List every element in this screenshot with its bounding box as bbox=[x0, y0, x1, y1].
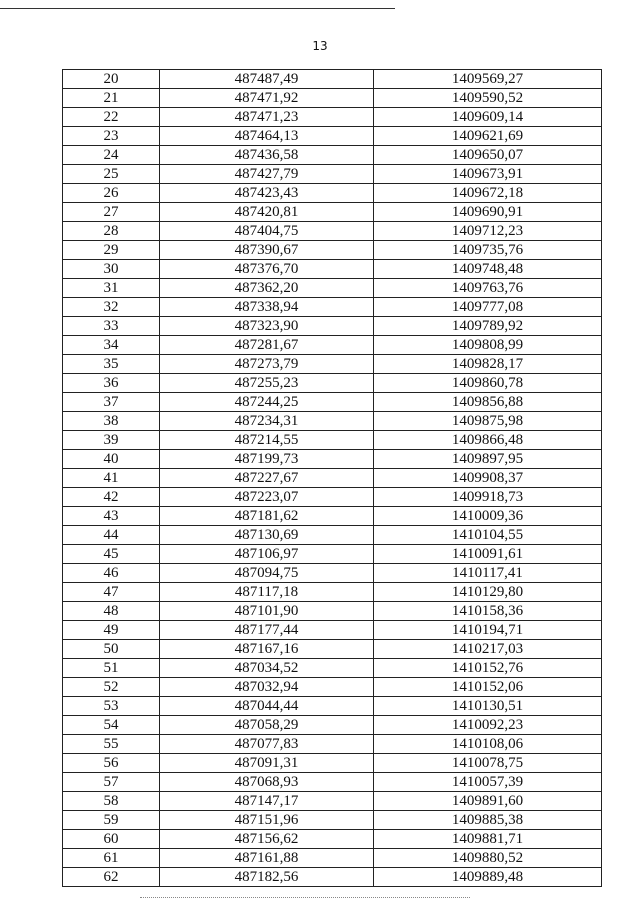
point-number-cell: 45 bbox=[63, 545, 160, 564]
table-row bbox=[63, 526, 602, 545]
y-coordinate-cell: 1410217,03 bbox=[374, 640, 602, 659]
bottom-rule bbox=[140, 897, 470, 898]
y-coordinate-cell: 1410158,36 bbox=[374, 602, 602, 621]
table-row bbox=[63, 678, 602, 697]
table-row bbox=[63, 89, 602, 108]
y-coordinate-cell: 1409712,23 bbox=[374, 222, 602, 241]
point-number-cell: 35 bbox=[63, 355, 160, 374]
y-coordinate-cell: 1409672,18 bbox=[374, 184, 602, 203]
y-coordinate-cell: 1410104,55 bbox=[374, 526, 602, 545]
y-coordinate-cell: 1410009,36 bbox=[374, 507, 602, 526]
y-coordinate-cell: 1410057,39 bbox=[374, 773, 602, 792]
table-row bbox=[63, 830, 602, 849]
coordinates-table-body bbox=[63, 70, 602, 887]
table-row bbox=[63, 621, 602, 640]
point-number-cell: 29 bbox=[63, 241, 160, 260]
y-coordinate-cell: 1409690,91 bbox=[374, 203, 602, 222]
y-coordinate-cell: 1410092,23 bbox=[374, 716, 602, 735]
y-coordinate-cell: 1409808,99 bbox=[374, 336, 602, 355]
table-row bbox=[63, 868, 602, 887]
x-coordinate-cell: 487423,43 bbox=[160, 184, 374, 203]
x-coordinate-cell: 487464,13 bbox=[160, 127, 374, 146]
point-number-cell: 33 bbox=[63, 317, 160, 336]
x-coordinate-cell: 487044,44 bbox=[160, 697, 374, 716]
y-coordinate-cell: 1409735,76 bbox=[374, 241, 602, 260]
x-coordinate-cell: 487034,52 bbox=[160, 659, 374, 678]
table-row bbox=[63, 488, 602, 507]
point-number-cell: 57 bbox=[63, 773, 160, 792]
x-coordinate-cell: 487338,94 bbox=[160, 298, 374, 317]
x-coordinate-cell: 487404,75 bbox=[160, 222, 374, 241]
x-coordinate-cell: 487376,70 bbox=[160, 260, 374, 279]
point-number-cell: 51 bbox=[63, 659, 160, 678]
x-coordinate-cell: 487177,44 bbox=[160, 621, 374, 640]
y-coordinate-cell: 1409856,88 bbox=[374, 393, 602, 412]
x-coordinate-cell: 487182,56 bbox=[160, 868, 374, 887]
point-number-cell: 34 bbox=[63, 336, 160, 355]
point-number-cell: 40 bbox=[63, 450, 160, 469]
point-number-cell: 60 bbox=[63, 830, 160, 849]
x-coordinate-cell: 487390,67 bbox=[160, 241, 374, 260]
x-coordinate-cell: 487161,88 bbox=[160, 849, 374, 868]
table-row bbox=[63, 773, 602, 792]
x-coordinate-cell: 487214,55 bbox=[160, 431, 374, 450]
x-coordinate-cell: 487068,93 bbox=[160, 773, 374, 792]
point-number-cell: 36 bbox=[63, 374, 160, 393]
table-row bbox=[63, 70, 602, 89]
table-row bbox=[63, 469, 602, 488]
table-row bbox=[63, 146, 602, 165]
point-number-cell: 46 bbox=[63, 564, 160, 583]
y-coordinate-cell: 1409891,60 bbox=[374, 792, 602, 811]
table-row bbox=[63, 260, 602, 279]
point-number-cell: 62 bbox=[63, 868, 160, 887]
y-coordinate-cell: 1409569,27 bbox=[374, 70, 602, 89]
point-number-cell: 38 bbox=[63, 412, 160, 431]
x-coordinate-cell: 487223,07 bbox=[160, 488, 374, 507]
table-row bbox=[63, 108, 602, 127]
y-coordinate-cell: 1410108,06 bbox=[374, 735, 602, 754]
y-coordinate-cell: 1409621,69 bbox=[374, 127, 602, 146]
x-coordinate-cell: 487362,20 bbox=[160, 279, 374, 298]
point-number-cell: 54 bbox=[63, 716, 160, 735]
point-number-cell: 44 bbox=[63, 526, 160, 545]
table-row bbox=[63, 564, 602, 583]
x-coordinate-cell: 487167,16 bbox=[160, 640, 374, 659]
table-row bbox=[63, 317, 602, 336]
table-row bbox=[63, 127, 602, 146]
x-coordinate-cell: 487323,90 bbox=[160, 317, 374, 336]
point-number-cell: 24 bbox=[63, 146, 160, 165]
x-coordinate-cell: 487487,49 bbox=[160, 70, 374, 89]
table-row bbox=[63, 811, 602, 830]
point-number-cell: 42 bbox=[63, 488, 160, 507]
y-coordinate-cell: 1410130,51 bbox=[374, 697, 602, 716]
table-row bbox=[63, 241, 602, 260]
table-row bbox=[63, 355, 602, 374]
table-row bbox=[63, 792, 602, 811]
table-row bbox=[63, 165, 602, 184]
point-number-cell: 52 bbox=[63, 678, 160, 697]
y-coordinate-cell: 1410129,80 bbox=[374, 583, 602, 602]
point-number-cell: 41 bbox=[63, 469, 160, 488]
y-coordinate-cell: 1410117,41 bbox=[374, 564, 602, 583]
y-coordinate-cell: 1409881,71 bbox=[374, 830, 602, 849]
y-coordinate-cell: 1409866,48 bbox=[374, 431, 602, 450]
point-number-cell: 47 bbox=[63, 583, 160, 602]
y-coordinate-cell: 1409885,38 bbox=[374, 811, 602, 830]
top-rule bbox=[0, 8, 395, 9]
point-number-cell: 23 bbox=[63, 127, 160, 146]
x-coordinate-cell: 487244,25 bbox=[160, 393, 374, 412]
x-coordinate-cell: 487156,62 bbox=[160, 830, 374, 849]
y-coordinate-cell: 1409748,48 bbox=[374, 260, 602, 279]
y-coordinate-cell: 1410152,76 bbox=[374, 659, 602, 678]
x-coordinate-cell: 487130,69 bbox=[160, 526, 374, 545]
y-coordinate-cell: 1410152,06 bbox=[374, 678, 602, 697]
table-row bbox=[63, 640, 602, 659]
x-coordinate-cell: 487058,29 bbox=[160, 716, 374, 735]
x-coordinate-cell: 487471,23 bbox=[160, 108, 374, 127]
y-coordinate-cell: 1409880,52 bbox=[374, 849, 602, 868]
y-coordinate-cell: 1410091,61 bbox=[374, 545, 602, 564]
x-coordinate-cell: 487420,81 bbox=[160, 203, 374, 222]
x-coordinate-cell: 487471,92 bbox=[160, 89, 374, 108]
x-coordinate-cell: 487147,17 bbox=[160, 792, 374, 811]
x-coordinate-cell: 487032,94 bbox=[160, 678, 374, 697]
point-number-cell: 32 bbox=[63, 298, 160, 317]
point-number-cell: 59 bbox=[63, 811, 160, 830]
table-row bbox=[63, 583, 602, 602]
x-coordinate-cell: 487436,58 bbox=[160, 146, 374, 165]
x-coordinate-cell: 487427,79 bbox=[160, 165, 374, 184]
table-row bbox=[63, 659, 602, 678]
x-coordinate-cell: 487181,62 bbox=[160, 507, 374, 526]
y-coordinate-cell: 1409777,08 bbox=[374, 298, 602, 317]
table-row bbox=[63, 184, 602, 203]
page-number: 13 bbox=[312, 39, 328, 53]
point-number-cell: 37 bbox=[63, 393, 160, 412]
coordinates-table bbox=[62, 69, 602, 887]
y-coordinate-cell: 1409650,07 bbox=[374, 146, 602, 165]
table-row bbox=[63, 545, 602, 564]
x-coordinate-cell: 487151,96 bbox=[160, 811, 374, 830]
y-coordinate-cell: 1409875,98 bbox=[374, 412, 602, 431]
y-coordinate-cell: 1409673,91 bbox=[374, 165, 602, 184]
x-coordinate-cell: 487101,90 bbox=[160, 602, 374, 621]
y-coordinate-cell: 1409918,73 bbox=[374, 488, 602, 507]
point-number-cell: 21 bbox=[63, 89, 160, 108]
point-number-cell: 58 bbox=[63, 792, 160, 811]
point-number-cell: 43 bbox=[63, 507, 160, 526]
point-number-cell: 61 bbox=[63, 849, 160, 868]
table-row bbox=[63, 450, 602, 469]
y-coordinate-cell: 1409897,95 bbox=[374, 450, 602, 469]
point-number-cell: 49 bbox=[63, 621, 160, 640]
y-coordinate-cell: 1409763,76 bbox=[374, 279, 602, 298]
point-number-cell: 30 bbox=[63, 260, 160, 279]
point-number-cell: 25 bbox=[63, 165, 160, 184]
point-number-cell: 55 bbox=[63, 735, 160, 754]
point-number-cell: 26 bbox=[63, 184, 160, 203]
point-number-cell: 48 bbox=[63, 602, 160, 621]
point-number-cell: 28 bbox=[63, 222, 160, 241]
y-coordinate-cell: 1410194,71 bbox=[374, 621, 602, 640]
x-coordinate-cell: 487094,75 bbox=[160, 564, 374, 583]
table-row bbox=[63, 336, 602, 355]
table-row bbox=[63, 849, 602, 868]
table-row bbox=[63, 222, 602, 241]
x-coordinate-cell: 487117,18 bbox=[160, 583, 374, 602]
x-coordinate-cell: 487273,79 bbox=[160, 355, 374, 374]
x-coordinate-cell: 487199,73 bbox=[160, 450, 374, 469]
table-row bbox=[63, 431, 602, 450]
point-number-cell: 22 bbox=[63, 108, 160, 127]
point-number-cell: 31 bbox=[63, 279, 160, 298]
y-coordinate-cell: 1409590,52 bbox=[374, 89, 602, 108]
x-coordinate-cell: 487106,97 bbox=[160, 545, 374, 564]
table-row bbox=[63, 393, 602, 412]
x-coordinate-cell: 487234,31 bbox=[160, 412, 374, 431]
table-row bbox=[63, 716, 602, 735]
point-number-cell: 56 bbox=[63, 754, 160, 773]
table-row bbox=[63, 203, 602, 222]
y-coordinate-cell: 1409889,48 bbox=[374, 868, 602, 887]
table-row bbox=[63, 374, 602, 393]
y-coordinate-cell: 1409828,17 bbox=[374, 355, 602, 374]
x-coordinate-cell: 487227,67 bbox=[160, 469, 374, 488]
table-row bbox=[63, 602, 602, 621]
point-number-cell: 53 bbox=[63, 697, 160, 716]
point-number-cell: 50 bbox=[63, 640, 160, 659]
x-coordinate-cell: 487281,67 bbox=[160, 336, 374, 355]
y-coordinate-cell: 1409860,78 bbox=[374, 374, 602, 393]
table-row bbox=[63, 507, 602, 526]
table-row bbox=[63, 754, 602, 773]
table-row bbox=[63, 298, 602, 317]
table-row bbox=[63, 697, 602, 716]
point-number-cell: 20 bbox=[63, 70, 160, 89]
y-coordinate-cell: 1409609,14 bbox=[374, 108, 602, 127]
table-row bbox=[63, 279, 602, 298]
y-coordinate-cell: 1409789,92 bbox=[374, 317, 602, 336]
x-coordinate-cell: 487077,83 bbox=[160, 735, 374, 754]
table-row bbox=[63, 735, 602, 754]
table-row bbox=[63, 412, 602, 431]
x-coordinate-cell: 487255,23 bbox=[160, 374, 374, 393]
point-number-cell: 39 bbox=[63, 431, 160, 450]
y-coordinate-cell: 1409908,37 bbox=[374, 469, 602, 488]
point-number-cell: 27 bbox=[63, 203, 160, 222]
x-coordinate-cell: 487091,31 bbox=[160, 754, 374, 773]
y-coordinate-cell: 1410078,75 bbox=[374, 754, 602, 773]
